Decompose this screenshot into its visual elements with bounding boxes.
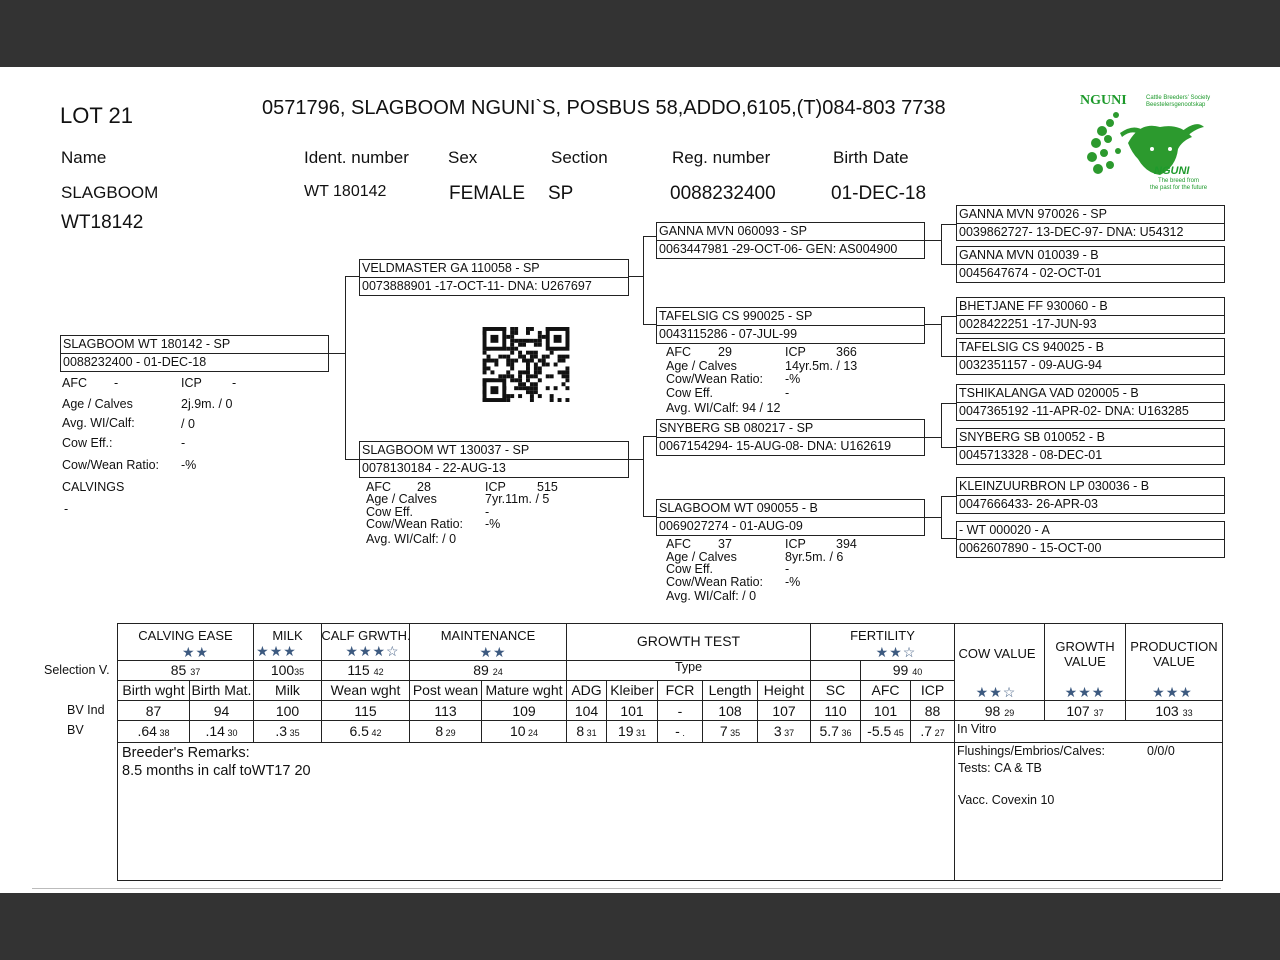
dam-ratio-label: Cow/Wean Ratio: xyxy=(366,517,464,531)
bv-cell: 7 35 xyxy=(719,723,741,739)
gp-eff: - xyxy=(785,562,790,576)
hdr-milk: MILK xyxy=(272,628,303,643)
connector xyxy=(941,447,956,448)
ggp-box: GANNA MVN 010039 - B 0045647674 - 02-OCT-01 xyxy=(956,246,1225,283)
calvings-value: - xyxy=(64,502,69,516)
selection-fert: 99 xyxy=(892,662,909,678)
dam-icp-label: ICP xyxy=(485,480,506,494)
label-section: Section xyxy=(551,148,608,167)
connector xyxy=(941,356,956,357)
dam-age-label: Age / Calves xyxy=(366,492,437,506)
column-header: ADG xyxy=(571,682,602,698)
gp-icp: 394 xyxy=(836,537,857,551)
bv-ind-cell: 108 xyxy=(718,703,742,719)
connector xyxy=(941,264,956,265)
connector xyxy=(941,224,956,225)
stars-cow: ★★☆ xyxy=(975,684,1017,700)
connector xyxy=(941,403,942,447)
connector xyxy=(643,236,644,324)
stars-maint: ★★ xyxy=(479,644,507,660)
label-birth: Birth Date xyxy=(833,148,909,167)
bv-ind-cell: - xyxy=(677,703,683,719)
stars-production: ★★★ xyxy=(1152,684,1193,700)
stars-growth: ★★★ xyxy=(1064,684,1106,700)
subject-age: 2j.9m. / 0 xyxy=(181,397,233,411)
stars-calving: ★★ xyxy=(181,644,210,660)
bv-cell: - . xyxy=(675,723,685,739)
animal-ident: WT 180142 xyxy=(304,183,387,200)
bv-label: BV xyxy=(67,723,84,737)
bv-cell: 6.5 42 xyxy=(349,723,382,739)
connector xyxy=(643,436,656,437)
bv-ind-cell: 88 xyxy=(924,703,941,719)
gp-icp: 366 xyxy=(836,345,857,359)
dam-eff: - xyxy=(485,505,490,519)
bv-cell: 8 29 xyxy=(435,723,456,739)
gp-afc-label: AFC xyxy=(666,537,691,551)
column-header: Height xyxy=(763,682,805,698)
connector xyxy=(629,276,643,277)
connector xyxy=(345,276,359,277)
bv-cell: 3 37 xyxy=(773,723,795,739)
column-header: AFC xyxy=(871,682,900,698)
bv-cell: .14 30 xyxy=(205,723,238,739)
animal-section: SP xyxy=(548,183,574,204)
subject-box: SLAGBOOM WT 180142 - SP 0088232400 - 01-DEC-18 xyxy=(60,335,329,372)
column-header: ICP xyxy=(920,682,945,698)
stars-calf: ★★★☆ xyxy=(345,643,400,659)
column-header: Post wean xyxy=(412,682,479,698)
bv-ind-cell: 100 xyxy=(275,703,300,719)
stars-milk: ★★★ xyxy=(256,643,297,659)
gp-box: GANNA MVN 060093 - SP 0063447981 -29-OCT-06- GEN: AS004900 xyxy=(656,222,925,259)
lot-number: LOT 21 xyxy=(60,103,133,128)
page-rule xyxy=(32,888,1221,889)
selection-fert-acc: 40 xyxy=(912,667,923,677)
hdr-maintenance: MAINTENANCE xyxy=(440,628,536,643)
gp-age-label: Age / Calves xyxy=(666,359,737,373)
dam-afc-label: AFC xyxy=(366,480,391,494)
selection-calving-acc: 37 xyxy=(190,667,201,677)
hdr-cow-value: COW VALUE xyxy=(958,646,1036,661)
connector xyxy=(941,538,956,539)
ggp-box: SNYBERG SB 010052 - B 0045713328 - 08-DEC-01 xyxy=(956,428,1225,465)
gp-box: TAFELSIG CS 990025 - SP 0043115286 - 07-JUL-99 xyxy=(656,307,925,344)
gp-icp-label: ICP xyxy=(785,345,806,359)
gp-eff-label: Cow Eff. xyxy=(666,562,714,576)
dam-eff-label: Cow Eff. xyxy=(366,505,414,519)
flushings-label: Flushings/Embrios/Calves: xyxy=(957,744,1105,758)
remarks-title: Breeder's Remarks: xyxy=(122,745,250,761)
bv-ind-cell: 101 xyxy=(873,703,898,719)
gp-avg: Avg. WI/Calf: / 0 xyxy=(666,589,757,603)
bv-cell: -5.5 45 xyxy=(867,723,904,739)
dam-age: 7yr.11m. / 5 xyxy=(485,492,550,506)
dam-box: SLAGBOOM WT 130037 - SP 0078130184 - 22-AUG-13 xyxy=(359,441,629,478)
gp-box: SNYBERG SB 080217 - SP 0067154294- 15-AUG-08- DNA: U162619 xyxy=(656,419,925,456)
gp-ratio: -% xyxy=(785,372,801,386)
animal-name-2: WT18142 xyxy=(61,212,144,233)
ind-growth: 107 xyxy=(1066,703,1090,719)
connector xyxy=(941,496,942,538)
hdr-calf-growth: CALF GRWTH. xyxy=(321,628,411,643)
bv-ind-cell: 94 xyxy=(213,703,230,719)
subject-eff-label: Cow Eff.: xyxy=(62,436,113,450)
gp-afc: 29 xyxy=(718,345,732,359)
tests: Tests: CA & TB xyxy=(958,761,1042,775)
bv-ind-cell: 109 xyxy=(512,703,536,719)
flushings-value: 0/0/0 xyxy=(1147,744,1175,758)
subject-icp: - xyxy=(232,376,237,390)
qr-code xyxy=(482,327,570,402)
subject-icp-label: ICP xyxy=(181,376,202,390)
viewer-top-bar xyxy=(0,0,1280,67)
ind-cow: 98 xyxy=(984,703,1001,719)
selection-maint: 89 xyxy=(473,662,489,678)
bv-cell: .3 35 xyxy=(275,723,300,739)
ggp-box: TSHIKALANGA VAD 020005 - B 0047365192 -11-APR-02- DNA: U163285 xyxy=(956,384,1225,421)
subject-afc: - xyxy=(114,376,119,390)
connector xyxy=(643,436,644,516)
subject-afc-label: AFC xyxy=(62,376,87,390)
connector xyxy=(925,437,941,438)
subject-avg-label: Avg. WI/Calf: xyxy=(62,416,135,430)
ggp-box: GANNA MVN 970026 - SP 0039862727- 13-DEC-97- DNA: U54312 xyxy=(956,205,1225,241)
type-label: Type xyxy=(674,660,703,674)
bv-ind-cell: 113 xyxy=(434,703,457,719)
column-header: Mature wght xyxy=(485,682,563,698)
dam-avg: Avg. WI/Calf: / 0 xyxy=(366,532,457,546)
ind-prod: 103 xyxy=(1155,703,1179,719)
ind-growth-acc: 37 xyxy=(1093,708,1104,718)
hdr-growth-test: GROWTH TEST xyxy=(636,633,741,649)
ggp-box: TAFELSIG CS 940025 - B 0032351157 - 09-AUG-94 xyxy=(956,338,1225,375)
bv-cell: 5.7 36 xyxy=(819,723,852,739)
subject-ratio-label: Cow/Wean Ratio: xyxy=(62,458,160,472)
gp-age-label: Age / Calves xyxy=(666,550,737,564)
label-reg: Reg. number xyxy=(672,148,771,167)
gp-afc: 37 xyxy=(718,537,732,551)
bv-cell: .7 27 xyxy=(920,723,945,739)
gp-afc-label: AFC xyxy=(666,345,691,359)
bv-cell: 10 24 xyxy=(509,723,539,739)
selection-calf: 115 xyxy=(347,662,370,678)
connector xyxy=(329,353,345,354)
hdr-fertility: FERTILITY xyxy=(850,628,915,643)
animal-name: SLAGBOOM xyxy=(61,183,159,202)
selection-milk-acc: 35 xyxy=(294,667,305,677)
selection-calf-acc: 42 xyxy=(373,667,384,677)
selection-calving: 85 xyxy=(170,662,187,678)
column-header: Wean wght xyxy=(330,682,401,698)
bv-cell: 8 31 xyxy=(576,723,597,739)
sire-box: VELDMASTER GA 110058 - SP 0073888901 -17-OCT-11- DNA: U267697 xyxy=(359,259,629,296)
ggp-box: BHETJANE FF 930060 - B 0028422251 -17-JUN-93 xyxy=(956,297,1225,334)
viewer-bottom-bar xyxy=(0,893,1280,960)
connector xyxy=(925,517,941,518)
connector xyxy=(941,316,942,356)
hdr-calving-ease: CALVING EASE xyxy=(138,628,233,643)
ind-prod-acc: 33 xyxy=(1182,708,1193,718)
label-sex: Sex xyxy=(448,148,478,167)
dam-afc: 28 xyxy=(417,480,431,494)
animal-birth: 01-DEC-18 xyxy=(831,183,927,204)
gp-age: 8yr.5m. / 6 xyxy=(785,550,844,564)
ggp-box: KLEINZUURBRON LP 030036 - B 0047666433- 26-APR-03 xyxy=(956,477,1225,514)
connector xyxy=(643,516,656,517)
bv-cell: 19 31 xyxy=(617,723,647,739)
connector xyxy=(643,324,656,325)
gp-ratio-label: Cow/Wean Ratio: xyxy=(666,575,764,589)
breeder-line: 0571796, SLAGBOOM NGUNI`S, POSBUS 58,ADDO,6105,(T)084-803 7738 xyxy=(262,97,946,119)
column-header: Birth wght xyxy=(122,682,185,698)
ggp-box: - WT 000020 - A 0062607890 - 15-OCT-00 xyxy=(956,521,1225,558)
column-header: Length xyxy=(708,682,752,698)
gp-eff-label: Cow Eff. xyxy=(666,386,714,400)
subject-ratio: -% xyxy=(181,458,197,472)
connector xyxy=(925,324,941,325)
column-header: Kleiber xyxy=(610,682,654,698)
subject-avg: / 0 xyxy=(181,417,195,431)
gp-icp-label: ICP xyxy=(785,537,806,551)
connector xyxy=(941,224,942,264)
gp-ratio-label: Cow/Wean Ratio: xyxy=(666,372,764,386)
ind-cow-acc: 29 xyxy=(1004,708,1015,718)
connector xyxy=(941,403,956,404)
column-header: Milk xyxy=(275,682,300,698)
hdr-growth-value: GROWTH xyxy=(1055,639,1115,654)
bv-ind-cell: 87 xyxy=(145,703,162,719)
connector xyxy=(941,316,956,317)
calvings-label: CALVINGS xyxy=(62,480,125,494)
connector xyxy=(925,240,941,241)
vaccination: Vacc. Covexin 10 xyxy=(958,793,1055,807)
dam-icp: 515 xyxy=(537,480,558,494)
selection-milk: 100 xyxy=(270,662,295,678)
connector xyxy=(941,496,956,497)
hdr-production-value-2: VALUE xyxy=(1153,654,1195,669)
dam-ratio: -% xyxy=(485,517,501,531)
hdr-production-value: PRODUCTION xyxy=(1130,639,1218,654)
connector xyxy=(643,236,656,237)
bv-ind-label: BV Ind xyxy=(67,703,105,717)
bv-ind-cell: 104 xyxy=(574,703,599,719)
bv-ind-cell: 115 xyxy=(354,703,377,719)
stars-fertility: ★★☆ xyxy=(875,644,917,660)
nguni-logo: NGUNI Cattle Breeders' Society Beestelersgenootskap NGUNI The breed from the past for the future xyxy=(1080,93,1212,195)
animal-sex: FEMALE xyxy=(449,183,526,204)
selection-label: Selection V. xyxy=(44,663,110,677)
animal-reg: 0088232400 xyxy=(670,183,776,204)
column-header: FCR xyxy=(665,682,695,698)
selection-maint-acc: 24 xyxy=(492,667,503,677)
subject-eff: - xyxy=(181,436,186,450)
bv-ind-cell: 107 xyxy=(772,703,796,719)
hdr-growth-value-2: VALUE xyxy=(1064,654,1106,669)
column-header: SC xyxy=(825,682,846,698)
in-vitro: In Vitro xyxy=(957,722,997,736)
bv-ind-cell: 110 xyxy=(824,703,847,719)
gp-eff: - xyxy=(785,386,790,400)
gp-age: 14yr.5m. / 13 xyxy=(785,359,858,373)
connector xyxy=(629,459,643,460)
label-name: Name xyxy=(61,148,107,167)
remarks-text: 8.5 months in calf toWT17 20 xyxy=(122,763,311,779)
bv-cell: .64 38 xyxy=(137,723,170,739)
label-ident: Ident. number xyxy=(304,148,409,167)
gp-box: SLAGBOOM WT 090055 - B 0069027274 - 01-AUG-09 xyxy=(656,499,925,536)
bv-ind-cell: 101 xyxy=(620,703,644,719)
column-header: Birth Mat. xyxy=(191,682,252,698)
gp-ratio: -% xyxy=(785,575,801,589)
gp-avg: Avg. WI/Calf: 94 / 12 xyxy=(666,401,781,415)
subject-age-label: Age / Calves xyxy=(62,397,133,411)
connector xyxy=(345,276,346,459)
connector xyxy=(345,459,359,460)
